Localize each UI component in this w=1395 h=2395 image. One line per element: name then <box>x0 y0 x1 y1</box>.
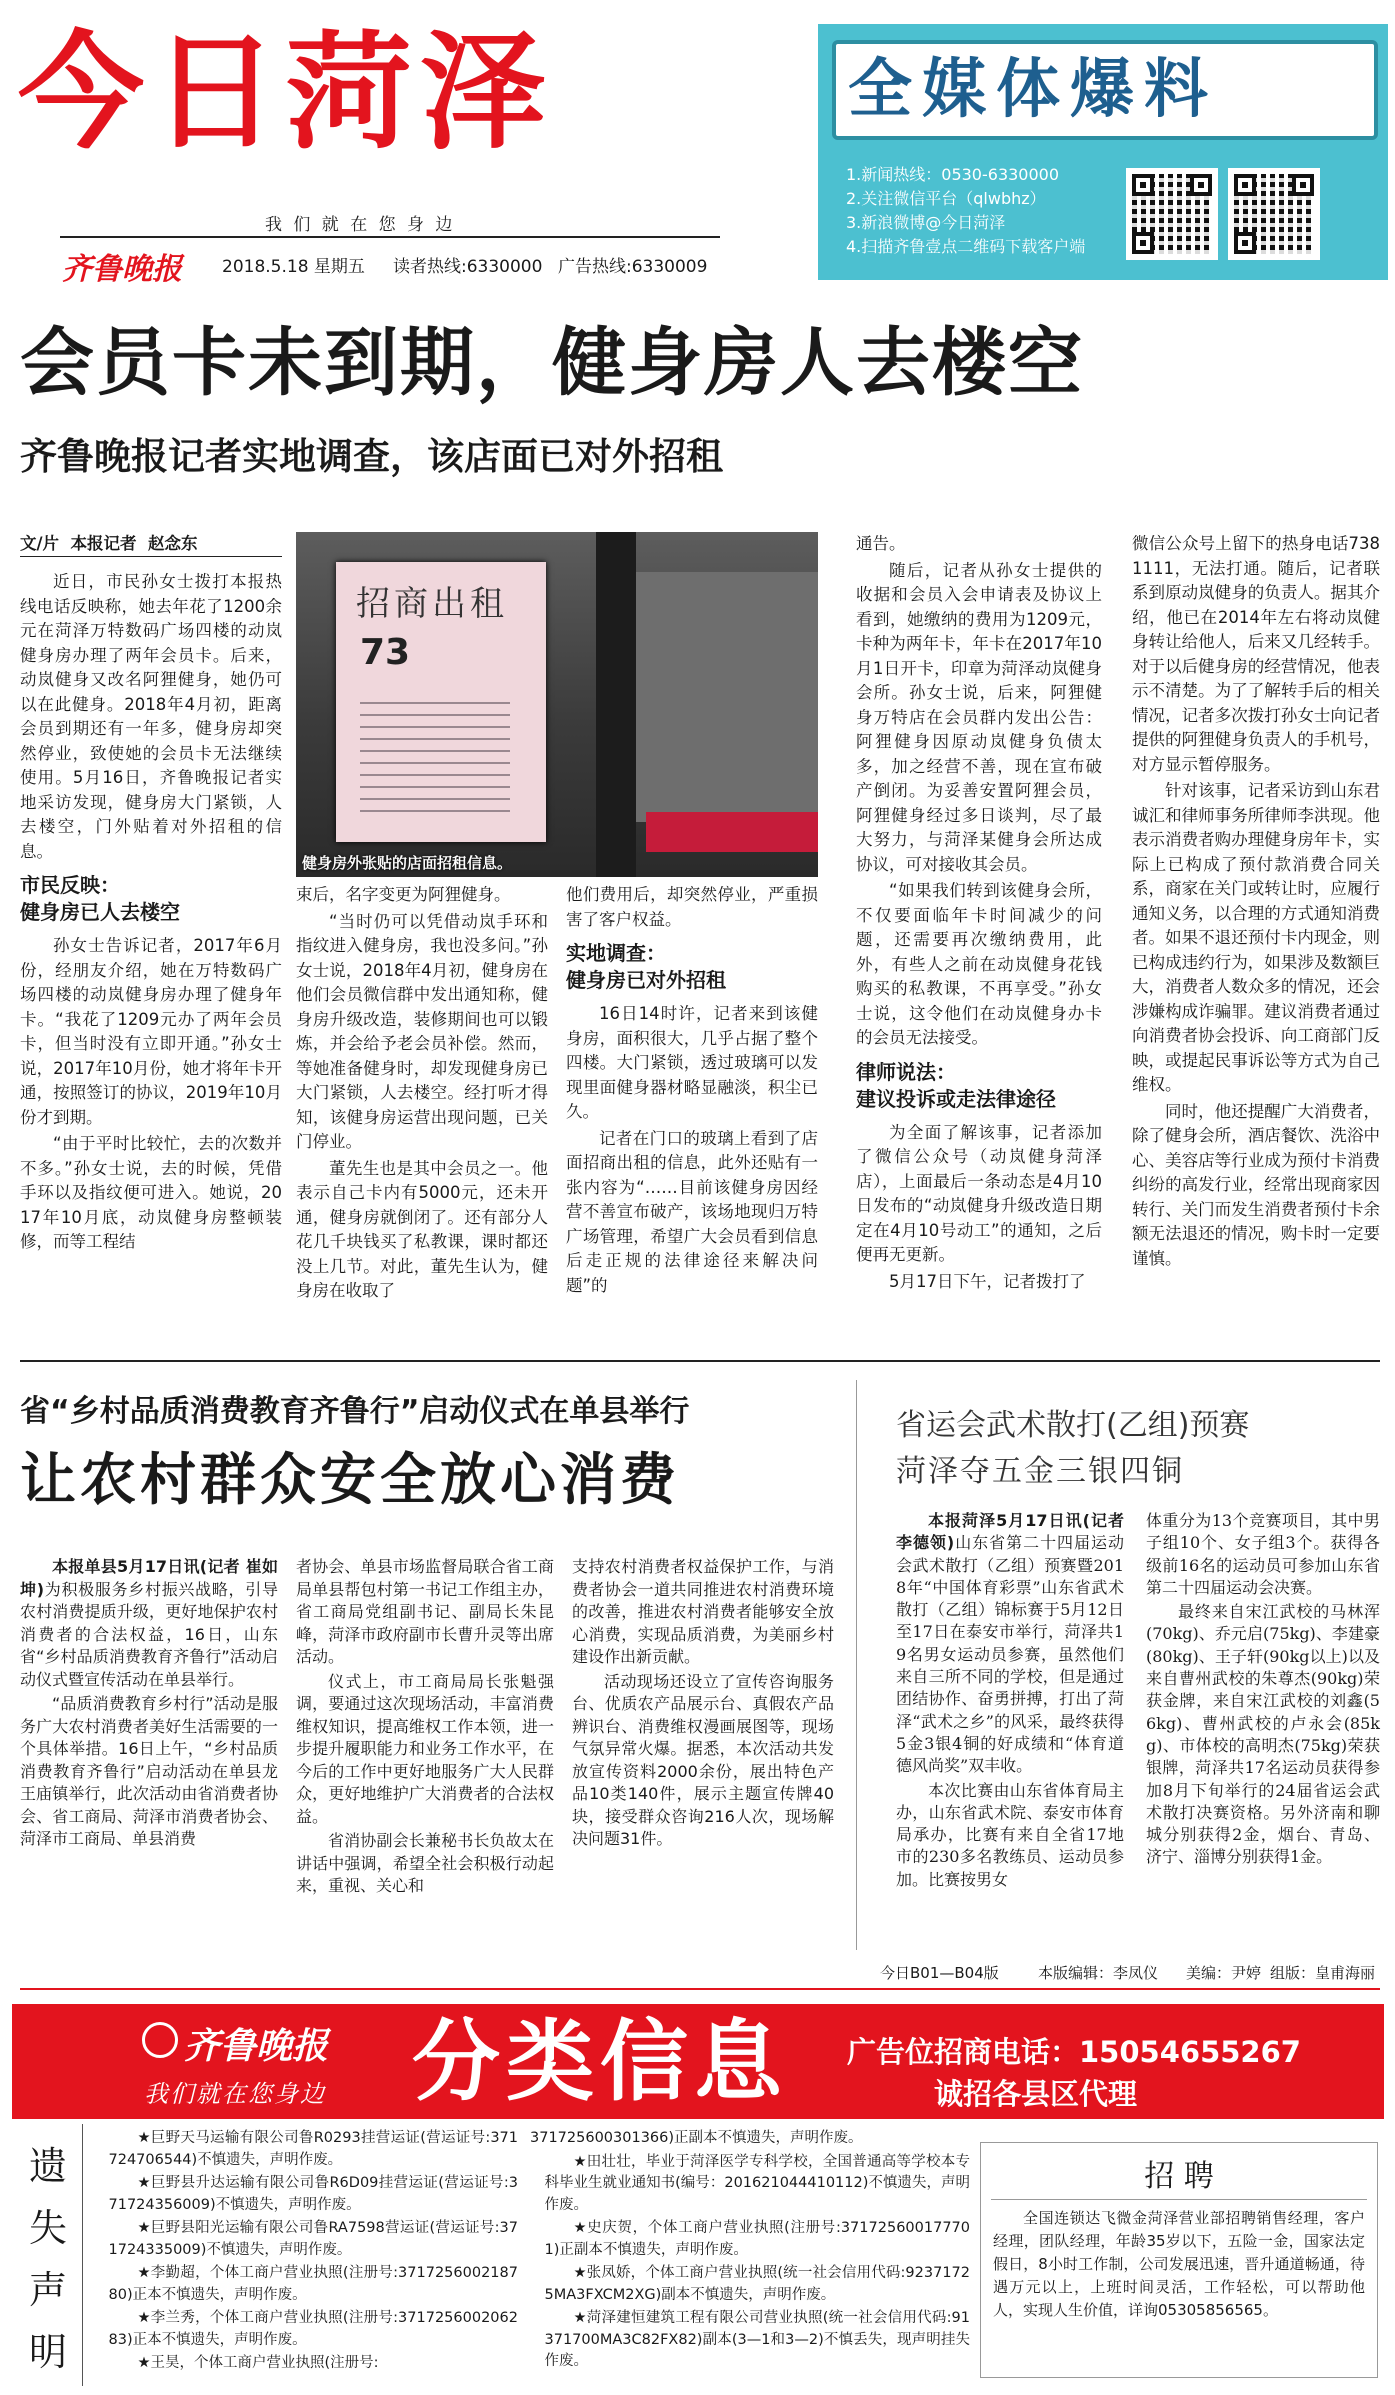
lead-headline: 会员卡未到期，健身房人去楼空 <box>20 320 1084 406</box>
photo-door-frame <box>596 532 636 877</box>
photo-red-banner <box>646 812 818 852</box>
story2-col-1 <box>20 1556 278 1853</box>
lead-photo <box>296 532 818 877</box>
ad-item: ★张凤娇，个体工商户营业执照(统一社会信用代码:92371725MA3FXCM2XG)副本不慎遗失，声明作废。 <box>544 2265 970 2303</box>
lead-col4-p5: 5月17日下午，记者拨打了 <box>889 1271 1086 1291</box>
brand-circle-icon <box>142 2022 178 2058</box>
story3-col1-text: 山东省第二十四届运动会武术散打（乙组）预赛暨2018年“中国体育彩票”山东省武术散打（乙组）锦标赛于5月12日至17日在泰安市举行，菏泽共19名男女运动员参赛，虽然他们来自三所不同的学校，但是通过团结协作、奋勇拼搏，打出了菏泽“武术之乡”的风采，最终获得5金3银4铜的好成绩和“体育道德风尚奖”双丰收。 <box>896 1533 1124 1776</box>
lead-col4-p4: 为全面了解该事，记者添加了微信公众号（动岚健身菏泽店），上面最后一条动态是4月10日发布的“动岚健身升级改造日期定在4月10号动工”的通知，之后便再无更新。 <box>856 1122 1102 1264</box>
lead-col2-p2: “当时仍可以凭借动岚手环和指纹进入健身房，我也没多问。”孙女士说，2018年4月初，健身房在他们会员微信群中发出通知称，健身房升级改造，装修期间也可以锻炼，并会给予老会员补偿。然而，等她准备健身时，却发现健身房已大门紧锁，人去楼空。经打听才得知，该健身房运营出现问题，已关门停业。 <box>296 911 548 1151</box>
classified-phone: 广告位招商电话：15054655267 <box>847 2035 1301 2069</box>
ad-item: ★李勤超，个体工商户营业执照(注册号:371725600218780)正本不慎遗失，声明作废。 <box>108 2265 518 2303</box>
issue-date: 2018.5.18 星期五 <box>222 257 365 277</box>
ad-item: ★巨野县阳光运输有限公司鲁RA7598营运证(营运证号:371724335009)不慎遗失，声明作废。 <box>108 2220 518 2258</box>
lead-col-2 <box>296 883 548 1306</box>
story2-col1-p2: “品质消费教育乡村行”活动是服务广大农村消费者美好生活需要的一个具体举措。16日上午，“乡村品质消费教育齐鲁行”启动活动在单县龙王庙镇举行，此次活动由省消费者协会、省工商局、菏泽市消费者协会、菏泽市工商局、单县消费 <box>20 1694 278 1848</box>
story-separator <box>856 1380 857 1950</box>
recruit-box <box>980 2142 1378 2378</box>
story3-col2-p1: 体重分为13个竞赛项目，其中男子组10个、女子组3个。获得各级前16名的运动员可参加山东省第二十四届运动会决赛。 <box>1146 1511 1380 1597</box>
lead-col4-p3: “如果我们转到该健身会所，不仅要面临年卡时间减少的问题，还需要再次缴纳费用，此外，有些人之前在动岚健身花钱购买的私教课，不再享受。”孙女士说，这令他们在动岚健身办卡的会员无法接受。 <box>856 881 1102 1047</box>
lead-subhead-1: 市民反映： 健身房已人去楼空 <box>20 873 180 924</box>
lead-col4-p1: 通告。 <box>856 534 906 553</box>
page-footer <box>20 1958 1380 1990</box>
lead-subhead: 齐鲁晚报记者实地调查，该店面已对外招租 <box>20 435 723 478</box>
classified-recruit-agents: 诚招各县区代理 <box>934 2077 1138 2111</box>
lead-col5-p1: 微信公众号上留下的热身电话7381111，无法打通。随后，记者联系到原动岚健身的负责人。据其介绍，他已在2014年左右将动岚健身转让给他人，后来又几经转手。对于以后健身房的经营情况，他表示不清楚。为了了解转手后的相关情况，记者多次拨打孙女士向记者提供的阿狸健身负责人的手机号，对方显示暂停服务。 <box>1132 534 1380 774</box>
masthead-rule <box>60 236 720 238</box>
paper-logo: 齐鲁晚报 <box>62 252 182 287</box>
ad-item: ★李兰秀，个体工商户营业执照(注册号:371725600206283)正本不慎遗失，声明作废。 <box>108 2310 518 2348</box>
story2-col-3 <box>572 1556 834 1853</box>
footer-art: 美编：尹婷 <box>1186 1964 1262 1982</box>
promo-line-4: 4.扫描齐鲁壹点二维码下载客户端 <box>846 237 1086 256</box>
ad-item: ★巨野天马运输有限公司鲁R0293挂营运证(营运证号:371724706544)不慎遗失，声明作废。 <box>108 2130 518 2168</box>
masthead-title: 今日菏泽 <box>18 18 554 166</box>
lead-col3-p2: 16日14时许，记者来到该健身房，面积很大，几乎占据了整个四楼。大门紧锁，透过玻璃可以发现里面健身器材略显融淡，积尘已久。 <box>566 1004 818 1121</box>
story2-dateline: 本报单县5月17日讯(记者 崔如坤) <box>20 1557 278 1599</box>
lead-col-4 <box>856 532 1102 1296</box>
qr-code-2[interactable] <box>1228 168 1320 260</box>
photo-poster-number: 73 <box>360 632 411 673</box>
story2-col3-p1: 支持农村消费者权益保护工作，与消费者协会一道共同推进农村消费环境的改善，推进农村消费者能够安全放心消费，实现品质消费，为美丽乡村建设作出新贡献。 <box>572 1557 834 1666</box>
masthead <box>0 0 1395 290</box>
ad-item: ★史庆贺，个体工商户营业执照(注册号:371725600177701)正副本不慎遗失，声明作废。 <box>544 2220 970 2258</box>
lead-col2-p1: 束后，名字变更为阿狸健身。 <box>296 885 511 904</box>
story2-col3-p2: 活动现场还设立了宣传咨询服务台、优质农产品展示台、真假农产品辨识台、消费维权漫画展图等，现场气氛异常火爆。据悉，本次活动共发放宣传资料2000余份，展出特色产品10类140件，展示主题宣传牌40块，接受群众咨询216人次，现场解决问题31件。 <box>572 1671 834 1848</box>
photo-poster <box>336 562 546 842</box>
classified-brand-slogan: 我们就在您身边 <box>144 2080 326 2108</box>
story3-dateline: 本报菏泽5月17日讯(记者 李德领) <box>896 1511 1124 1553</box>
byline-rule <box>20 556 282 557</box>
story3-col-2 <box>1146 1510 1380 1871</box>
section-divider <box>20 1360 1380 1362</box>
lead-col-1 <box>20 570 282 1257</box>
photo-glass-panel <box>636 572 818 822</box>
lead-col-5 <box>1132 532 1380 1273</box>
promo-box <box>818 24 1388 280</box>
lead-col1-p1: 近日，市民孙女士拨打本报热线电话反映称，她去年花了1200余元在菏泽万特数码广场四楼的动岚健身房办理了两年会员卡。后来，动岚健身又改名阿狸健身，她仍可以在此健身。2018年4月初，距离会员到期还有一年多，健身房却突然停业，致使她的会员卡无法继续使用。5月16日，齐鲁晚报记者实地采访发现，健身房大门紧锁，人去楼空，门外贴着对外招租的信息。 <box>20 572 282 861</box>
lead-byline: 文/片 本报记者 赵念东 <box>20 534 198 553</box>
qr-code-1[interactable] <box>1126 168 1218 260</box>
lead-subhead-3: 律师说法： 建议投诉或走法律途径 <box>856 1059 1056 1111</box>
promo-title: 全媒体爆料 <box>848 53 1218 127</box>
ad-item: ★巨野县升达运输有限公司鲁R6D09挂营运证(营运证号:371724356009)不慎遗失，声明作废。 <box>108 2175 518 2213</box>
masthead-slogan: 我 们 就 在 您 身 边 <box>265 215 456 235</box>
story2-headline: 让农村群众安全放心消费 <box>20 1447 680 1513</box>
ad-item: ★菏泽建恒建筑工程有限公司营业执照(统一社会信用代码:91371700MA3C82FX82)副本(3—1和3—2)不慎丢失，现声明挂失作废。 <box>544 2310 970 2369</box>
promo-line-2: 2.关注微信平台（qlwbhz） <box>846 189 1046 208</box>
story3-headline-2: 菏泽夺五金三银四铜 <box>896 1454 1184 1489</box>
ad-hotline: 广告热线:6330009 <box>558 257 708 277</box>
ad-item: ★王昊，个体工商户营业执照(注册号: <box>137 2355 379 2371</box>
story2-col1-text: 为积极服务乡村振兴战略，引导农村消费提质升级，更好地保护农村消费者的合法权益，16日，山东省“乡村品质消费教育齐鲁行”活动启动仪式暨宣传活动在单县举行。 <box>20 1579 278 1689</box>
recruit-title-rule <box>991 2199 1367 2200</box>
recruit-text: 全国连锁达飞微金菏泽营业部招聘销售经理，客户经理，团队经理，年龄35岁以下，五险一金，国家法定假日，8小时工作制，公司发展迅速，晋升通道畅通，待遇万元以上，上班时间灵活，工作轻松，可以帮助他人，实现人生价值，详询05305856565。 <box>993 2209 1365 2319</box>
lead-col3-p3: 记者在门口的玻璃上看到了店面招商出租的信息，此外还贴有一张内容为“……目前该健身房因经营不善宣布破产，该场地现归万特广场管理，希望广大会员看到信息后走正规的法律途径来解决问题”的 <box>566 1128 818 1295</box>
recruit-title: 招 聘 <box>1144 2159 1214 2194</box>
lost-notice-title: 遗失声明 <box>28 2144 67 2374</box>
lead-col4-p2: 随后，记者从孙女士提供的收据和会员入会申请表及协议上看到，她缴纳的费用为1209元，卡种为两年卡，年卡在2017年10月1日开卡，印章为菏泽动岚健身会所。孙女士说，后来，阿狸健身万特店在会员群内发出公告：阿狸健身因原动岚健身负债太多，加之经营不善，现在宣布破产倒闭。为妥善安置阿狸会员，阿狸健身经过多日谈判，尽了最大努力，与菏泽某健身会所达成协议，可对接收其会员。 <box>856 560 1102 874</box>
story3-headline-1: 省运会武术散打(乙组)预赛 <box>896 1408 1250 1443</box>
footer-editor: 本版编辑：李凤仪 <box>1038 1964 1159 1982</box>
photo-poster-sign: 招商出租 <box>356 584 508 624</box>
classified-rule-1 <box>82 2124 83 2386</box>
lead-col5-p3: 同时，他还提醒广大消费者，除了健身会所，酒店餐饮、洗浴中心、美容店等行业成为预付卡消费纠纷的高发行业，经常出现商家因转行、关门而发生消费者预付卡余额无法退还的情况，购卡时一定要谨慎。 <box>1132 1101 1380 1268</box>
classified-brand: 齐鲁晚报 <box>184 2025 329 2067</box>
story2-kicker: 省“乡村品质消费教育齐鲁行”启动仪式在单县举行 <box>20 1394 690 1429</box>
lead-col2-p3: 董先生也是其中会员之一。他表示自己卡内有5000元，还未开通，健身房就倒闭了。还有部分人花几千块钱买了私教课，课时都还没上几节。对此，董先生认为，健身房在收取了 <box>296 1158 548 1300</box>
lead-col-3 <box>566 883 818 1300</box>
lead-col1-p3: “由于平时比较忙，去的次数并不多。”孙女士说，去的时候，凭借手环以及指纹便可进入。她说，2017年10月底，动岚健身房整顿装修，而等工程结 <box>20 1134 282 1251</box>
classified-col-2 <box>530 2128 970 2375</box>
footer-proof: 组版：皇甫海丽 <box>1270 1964 1376 1982</box>
story3-col1-p1 <box>896 1510 1124 1778</box>
promo-line-3: 3.新浪微博@今日菏泽 <box>846 213 1006 232</box>
story3-col2-p2: 最终来自宋江武校的马林浑(70kg)、乔元启(75kg)、李建豪(80kg)、王子轩(90kg以上)以及来自曹州武校的朱尊杰(90kg)荣获金牌，来自宋江武校的刘鑫(56kg)、曹州武校的卢永会(85kg)、市体校的高明杰(75kg)荣获银牌，菏泽共17名运动员获得参加8月下旬举行的24届省运会武术散打决赛资格。另外济南和聊城分别获得2金，烟台、青岛、济宁、淄博分别获得1金。 <box>1146 1602 1380 1867</box>
lead-col3-p1: 他们费用后，却突然停业，严重损害了客户权益。 <box>566 885 818 929</box>
reader-hotline: 读者热线:6330000 <box>393 257 543 277</box>
story2-col2-p3: 省消协副会长兼秘书长负故太在讲话中强调，希望全社会积极行动起来，重视、关心和 <box>296 1831 554 1895</box>
story3-col1-p2: 本次比赛由山东省体育局主办，山东省武术院、泰安市体育局承办，比赛有来自全省17地市的230多名教练员、运动员参加。比赛按男女 <box>896 1780 1124 1889</box>
lead-col1-p2: 孙女士告诉记者，2017年6月份，经朋友介绍，她在万特数码广场四楼的动岚健身房办理了健身年卡。“我花了1209元办了两年会员卡，但当时没有立即开通。”孙女士说，2017年10月份，她才将年卡开通，按照签订的协议，2019年10月份才到期。 <box>20 936 282 1127</box>
lead-col5-p2: 针对该事，记者采访到山东君诚汇和律师事务所律师李洪现。他表示消费者购办理健身房年卡，实际上已构成了预付款消费合同关系，商家在关门或转让时，应履行通知义务，以合理的方式通知消费者。如果不退还预付卡内现金，则已构成违约行为，如果涉及数额巨大，消费者人数众多的情况，还会涉嫌构成诈骗罪。建议消费者通过向消费者协会投诉、向工商部门反映，或提起民事诉讼等方式为自己维权。 <box>1132 781 1380 1094</box>
story2-col2-p1: 者协会、单县市场监督局联合省工商局单县帮包村第一书记工作组主办，省工商局党组副书记、副局长朱昆峰，菏泽市政府副市长曹升灵等出席活动。 <box>296 1557 554 1666</box>
lead-subhead-2: 实地调查： 健身房已对外招租 <box>566 941 726 992</box>
promo-line-1: 1.新闻热线：0530-6330000 <box>846 165 1060 184</box>
story2-col-2 <box>296 1556 554 1900</box>
footer-pages: 今日B01—B04版 <box>880 1964 999 1982</box>
story2-col2-p2: 仪式上，市工商局局长张魁强调，要通过这次现场活动，丰富消费维权知识，提高维权工作本领，进一步提升履职能力和业务工作水平，在今后的工作中更好地服务广大人民群众，更好地维护广大消费者的合法权益。 <box>296 1671 554 1826</box>
classified-banner <box>12 2004 1384 2119</box>
classified-col-1 <box>94 2128 518 2377</box>
ad-item: ★田壮壮，毕业于菏泽医学专科学校，全国普通高等学校本专科毕业生就业通知书(编号：201621044410112)不慎遗失，声明作废。 <box>544 2153 970 2213</box>
ad-item: 371725600301366)正副本不慎遗失，声明作废。 <box>530 2130 863 2146</box>
classified-title: 分类信息 <box>412 2010 789 2113</box>
photo-caption: 健身房外张贴的店面招租信息。 <box>302 854 513 872</box>
story2-col1-p1 <box>20 1556 278 1691</box>
story3-col-1 <box>896 1510 1124 1893</box>
